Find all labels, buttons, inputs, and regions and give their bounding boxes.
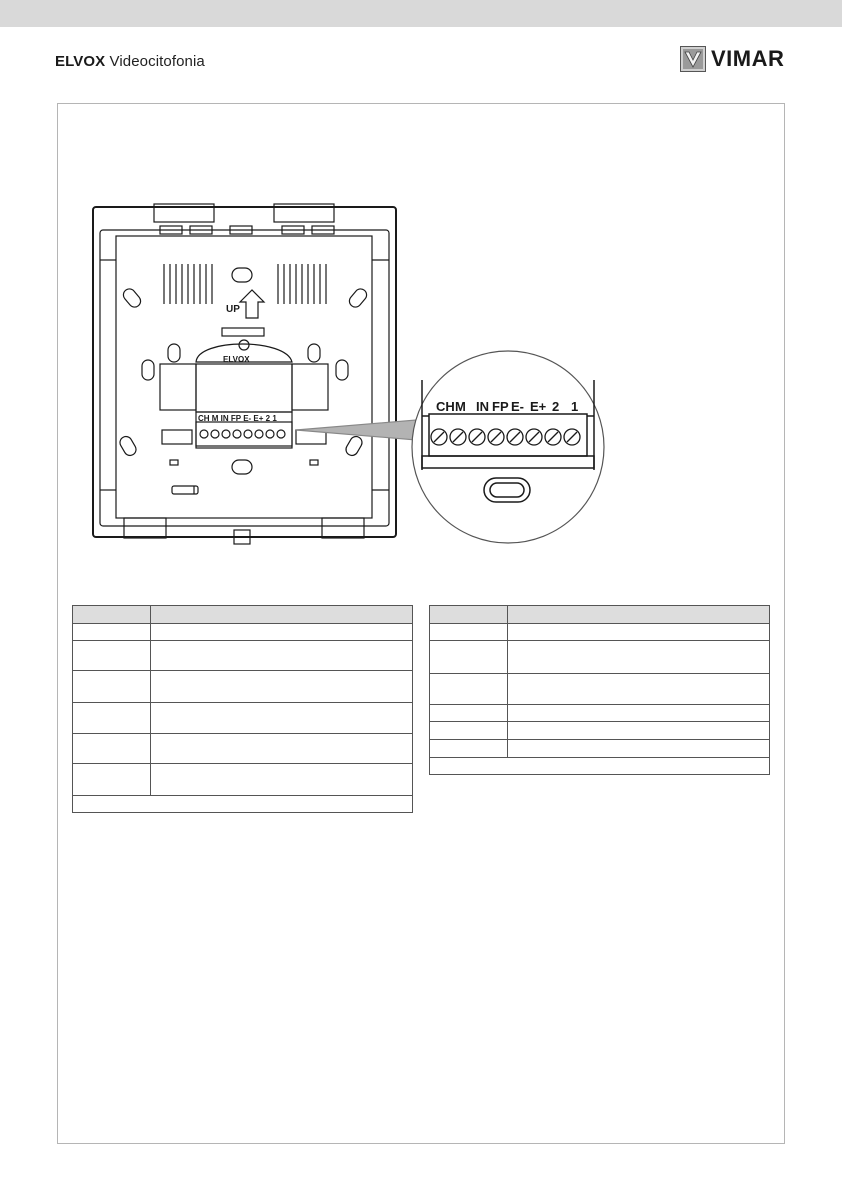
device-drawing xyxy=(86,200,614,556)
small-terminal-labels: CH M IN FP E- E+ 2 1 xyxy=(198,414,277,423)
table-header-row xyxy=(430,606,770,624)
terminal-label: IN xyxy=(476,399,489,414)
logo-text: VIMAR xyxy=(711,46,785,71)
terminal-label: M xyxy=(455,399,466,414)
table-row xyxy=(73,764,413,796)
table-row xyxy=(73,703,413,734)
up-label: UP xyxy=(226,304,240,315)
terminal-label: CH xyxy=(436,399,455,414)
table-footer-row xyxy=(73,796,413,813)
terminal-label: 1 xyxy=(571,399,579,414)
badge-label: ELVOX xyxy=(223,355,250,364)
brand-subtitle: Videocitofonia xyxy=(109,53,205,70)
table-header-cell xyxy=(508,606,770,624)
table-row xyxy=(73,624,413,641)
table-row xyxy=(430,705,770,722)
top-bar xyxy=(0,0,842,27)
terminal-label: E- xyxy=(511,399,524,414)
table-header-row xyxy=(73,606,413,624)
terminal-label: 2 xyxy=(552,399,560,414)
table-footer-row xyxy=(430,758,770,775)
table-header-cell xyxy=(151,606,413,624)
brand-header xyxy=(55,53,205,70)
table-row xyxy=(430,674,770,705)
vimar-logo-icon xyxy=(680,46,706,72)
table-row xyxy=(73,671,413,703)
table-row xyxy=(73,734,413,764)
table-row xyxy=(430,740,770,758)
terminal-label: FP xyxy=(492,399,509,414)
table-header-cell xyxy=(430,606,508,624)
table-row xyxy=(73,641,413,671)
device-rear-diagram xyxy=(86,200,614,556)
vimar-logo xyxy=(680,46,784,72)
table-row xyxy=(430,624,770,641)
terminal-table-left xyxy=(72,605,413,813)
terminal-table-right xyxy=(429,605,770,775)
terminal-magnifier xyxy=(412,351,604,543)
brand-name: ELVOX xyxy=(55,53,106,70)
table-row xyxy=(430,641,770,674)
table-header-cell xyxy=(73,606,151,624)
table-row xyxy=(430,722,770,740)
terminal-label: E+ xyxy=(530,399,547,414)
